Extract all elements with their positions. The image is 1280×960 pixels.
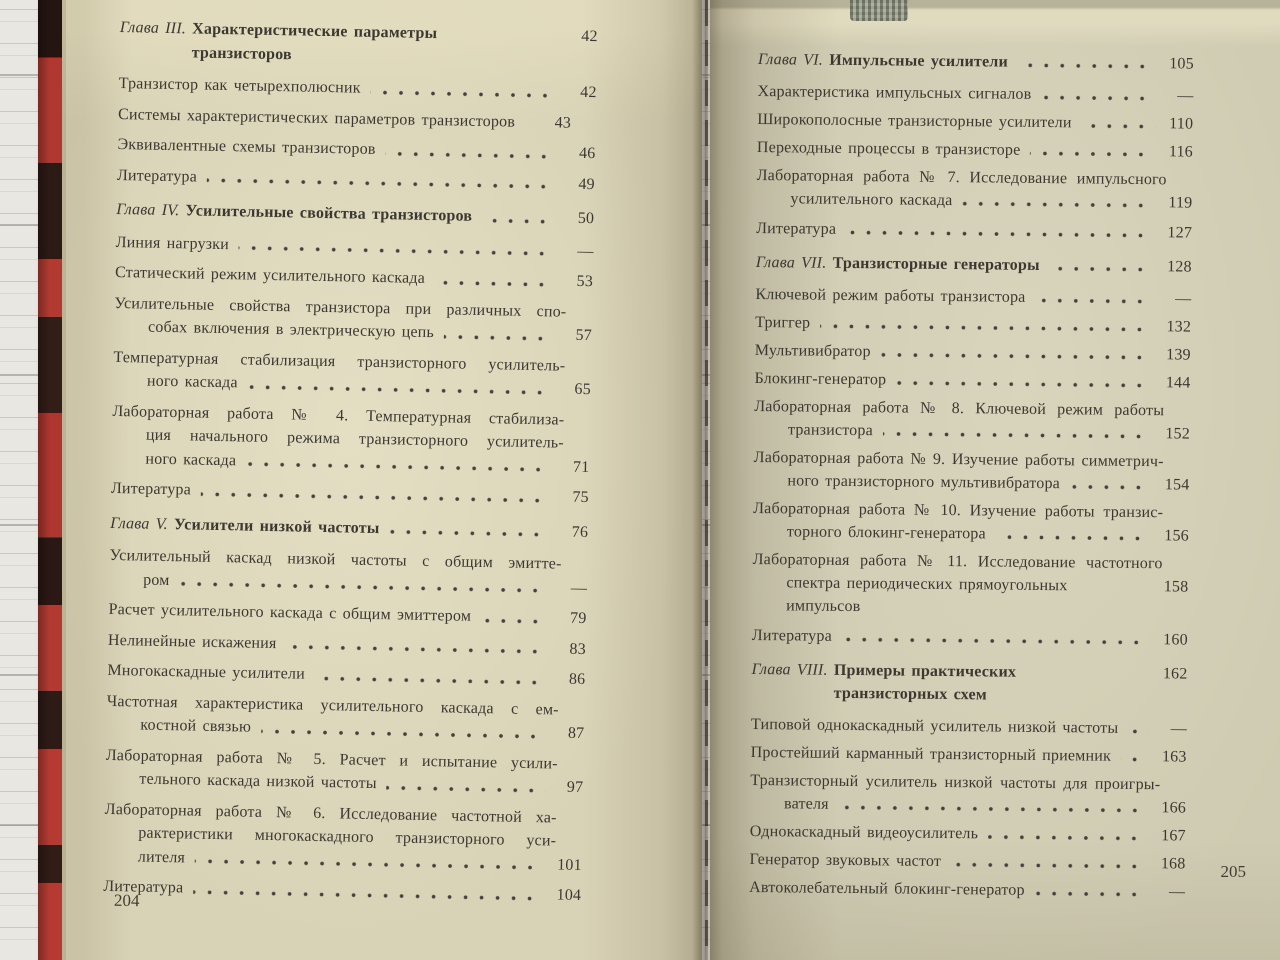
toc-entry: [108, 598, 586, 631]
dot-leader: [1082, 123, 1156, 130]
chapter-prefix: Глава VIII.: [751, 660, 834, 679]
toc-line: [754, 367, 1190, 395]
toc-entry: [111, 477, 589, 510]
toc-line: [753, 520, 1189, 548]
entry-text: Переходные процессы в транзисторе: [756, 138, 1021, 159]
toc-entry: [749, 876, 1185, 904]
dot-leader: [988, 834, 1148, 842]
page-ref: 162: [1162, 665, 1188, 683]
toc-line: рактеристики многокаскадного транзисторного уси-: [138, 824, 557, 850]
toc-entry: [756, 251, 1192, 279]
toc-entry: [750, 769, 1186, 820]
toc-line: [119, 16, 598, 72]
toc-entry: [107, 659, 585, 692]
toc-entry: [115, 261, 593, 294]
entry-text: Эквивалентные схемы транзисторов: [117, 135, 376, 158]
toc-line: [751, 741, 1187, 769]
toc-entry: [113, 345, 592, 401]
entry-text: спектра периодических прямоугольных импульсов: [786, 574, 1068, 616]
dot-leader: [839, 805, 1148, 814]
toc-entry: [119, 16, 598, 72]
toc-line: Лабораторная работа № 7. Исследование импульсного: [756, 166, 1167, 189]
dot-leader: [842, 637, 1150, 646]
toc-entry: [105, 743, 584, 799]
toc-line: [117, 133, 595, 166]
toc-line: [756, 217, 1192, 245]
page-ref: —: [1168, 883, 1186, 901]
toc-line: [751, 713, 1187, 741]
page-ref: 116: [1168, 143, 1194, 161]
toc-line: [757, 108, 1193, 136]
toc-entry: [750, 820, 1186, 848]
entry-text: Типовой однокаскадный усилитель низкой частоты: [750, 715, 1119, 737]
toc-line: Усилительные свойства транзистора при различных спо-: [114, 294, 567, 321]
toc-entry: [111, 399, 590, 479]
page-ref: 127: [1167, 224, 1193, 242]
page-ref: —: [1170, 720, 1187, 738]
toc-entry: [109, 544, 588, 600]
dot-leader: [883, 431, 1152, 440]
entry-text: Ключевой режим работы транзистора: [755, 285, 1026, 306]
toc-line: [752, 571, 1188, 622]
entry-text: Литература: [110, 479, 192, 499]
entry-text: Транзистор как четырехполюсник: [118, 74, 361, 97]
dot-leader: [435, 280, 555, 288]
toc-line: Транзисторный усилитель низкой частоты для проигры-: [750, 771, 1161, 794]
page-ref: 53: [576, 272, 594, 291]
entry-text: торного блокинг-генератора: [786, 523, 986, 543]
page-ref: 119: [1168, 194, 1193, 212]
chapter-title: Импульсные усилители: [829, 51, 1009, 71]
toc-line: Усилительный каскад низкой частоты с общим эмитте-: [109, 546, 562, 573]
chapter-title: Усилительные свойства транзисторов: [185, 202, 473, 225]
entry-text: Мультивибратор: [754, 341, 871, 361]
chapter-title: Примеры практических транзисторных схем: [833, 661, 1017, 704]
toc-line: [749, 848, 1185, 876]
toc-entry: [754, 367, 1190, 395]
entry-text: Линия нагрузки: [115, 233, 230, 253]
toc-line: [118, 72, 596, 105]
toc-line: [756, 187, 1192, 215]
dot-leader: [179, 581, 549, 594]
toc-line: [751, 658, 1187, 709]
entry-text: костной связью: [140, 716, 252, 736]
dot-leader: [385, 151, 557, 160]
page-ref: 160: [1163, 631, 1188, 649]
toc-line: Лабораторная работа № 11. Исследование частотного: [752, 550, 1163, 573]
entry-text: усилительного каскада: [790, 190, 953, 210]
toc-line: [758, 48, 1194, 76]
toc-entry: [117, 133, 595, 166]
toc-entry: [108, 628, 586, 661]
chapter-prefix: Глава VII.: [755, 253, 833, 272]
entry-text: тельного каскада низкой частоты: [139, 770, 377, 793]
toc-line: [111, 477, 589, 510]
dot-leader: [820, 324, 1153, 333]
toc-line: [753, 469, 1189, 497]
entry-text: ром: [143, 571, 170, 589]
page-ref: —: [577, 242, 594, 260]
page-ref: 152: [1165, 425, 1191, 443]
page-ref: 144: [1165, 374, 1191, 392]
dot-leader: [1018, 63, 1156, 70]
page-ref: 154: [1164, 476, 1190, 494]
chapter-prefix: Глава V.: [110, 514, 175, 533]
dot-leader: [1128, 729, 1149, 735]
toc-line: [115, 230, 593, 263]
toc-entry: [751, 658, 1187, 709]
page-ref: —: [1175, 290, 1192, 308]
toc-line: Лабораторная работа № 4. Температурная стабилиза-: [112, 402, 565, 429]
dot-leader: [1035, 891, 1148, 898]
page-ref: 158: [1163, 578, 1189, 596]
toc-right-column: [749, 48, 1194, 909]
page-ref: 83: [569, 640, 587, 658]
page-ref: 168: [1160, 855, 1186, 873]
left-page: [62, 0, 702, 960]
page-ref: 43: [554, 113, 572, 132]
page-ref: 167: [1161, 827, 1186, 845]
toc-line: [118, 102, 596, 135]
toc-entry: [755, 283, 1191, 311]
chapter-prefix: Глава III.: [119, 18, 193, 38]
page-ref: 79: [569, 609, 587, 628]
dot-leader: [387, 785, 546, 794]
toc-line: Лабораторная работа № 8. Ключевой режим работы: [754, 397, 1165, 420]
entry-text: Многокаскадные усилители: [107, 661, 306, 683]
page-number-left: 204: [113, 890, 140, 911]
entry-text: Характеристика импульсных сигналов: [757, 82, 1032, 103]
page-ref: 49: [578, 175, 596, 193]
page-ref: 163: [1161, 748, 1187, 766]
dot-leader: [1030, 151, 1155, 158]
page-ref: 97: [566, 778, 584, 797]
dot-leader: [896, 380, 1152, 389]
dot-leader: [1144, 610, 1150, 616]
toc-left-column: [103, 16, 598, 915]
toc-entry: [757, 108, 1193, 136]
page-ref: 42: [580, 83, 597, 102]
toc-entry: [104, 797, 583, 877]
dot-leader: [525, 123, 533, 129]
entry-text: Статический режим усилительного каскада: [114, 263, 426, 287]
toc-line: Лабораторная работа № 5. Расчет и испытание усили-: [105, 746, 558, 773]
toc-entry: [110, 511, 588, 544]
toc-line: [108, 628, 586, 661]
page-number-right: 205: [1220, 862, 1246, 881]
entry-text: Литература: [751, 626, 833, 645]
toc-entry: [118, 72, 596, 105]
entry-text: вателя: [783, 795, 829, 813]
page-ref: —: [570, 579, 588, 597]
entry-text: Блокинг-генератор: [754, 369, 887, 389]
dot-leader: [193, 889, 543, 902]
toc-line: Лабораторная работа № 10. Изучение работы транзис-: [753, 499, 1164, 522]
entry-text: лителя: [137, 847, 186, 866]
toc-entry: [751, 741, 1187, 769]
dot-leader: [286, 644, 547, 655]
toc-line: [108, 598, 586, 631]
dot-leader: [1070, 484, 1152, 491]
page-ref: 71: [572, 458, 590, 476]
toc-entry: [749, 848, 1185, 876]
chapter-title: Усилители низкой частоты: [173, 515, 380, 537]
dot-leader: [881, 352, 1153, 361]
page-ref: 57: [575, 326, 593, 345]
toc-line: [757, 80, 1193, 108]
dot-leader: [371, 89, 559, 99]
page-ref: 156: [1164, 527, 1190, 545]
dot-leader: [315, 675, 548, 685]
chapter-title: Транзисторные генераторы: [832, 254, 1040, 274]
toc-line: [756, 251, 1192, 279]
toc-line: [750, 792, 1186, 820]
page-ref: 110: [1169, 115, 1194, 133]
toc-line: [117, 163, 595, 196]
toc-line: Частотная характеристика усилительного каскада с ем-: [106, 692, 559, 719]
toc-entry: [753, 497, 1189, 548]
page-ref: 105: [1169, 55, 1194, 73]
entry-text: Генератор звуковых частот: [749, 850, 942, 870]
toc-line: [116, 198, 594, 231]
toc-line: [103, 875, 581, 908]
toc-entry: [753, 446, 1189, 497]
dot-leader: [261, 728, 546, 739]
toc-line: [115, 261, 593, 294]
page-ref: 87: [567, 724, 585, 743]
dot-leader: [551, 60, 559, 66]
dot-leader: [195, 859, 544, 872]
entry-text: Широкополосные транзисторные усилители: [757, 110, 1072, 132]
toc-entry: [756, 217, 1192, 245]
entry-text: Однокаскадный видеоусилитель: [749, 822, 979, 843]
toc-entry: [758, 48, 1194, 76]
toc-entry: [752, 624, 1188, 652]
page-ref: 46: [578, 144, 596, 163]
page-ref: 42: [581, 27, 598, 46]
book-cover-edge: [38, 0, 64, 960]
toc-entry: [757, 136, 1193, 164]
chapter-prefix: Глава VI.: [757, 50, 830, 69]
page-ref: 101: [557, 856, 582, 874]
entry-text: Автоколебательный блокинг-генератор: [749, 878, 1025, 899]
entry-text: Литература: [116, 166, 198, 186]
toc-line: [757, 136, 1193, 164]
toc-entry: [755, 339, 1191, 367]
dot-leader: [239, 245, 556, 257]
toc-entry: [117, 163, 595, 196]
dot-leader: [951, 862, 1147, 870]
dot-leader: [962, 201, 1154, 209]
toc-entry: [114, 291, 593, 347]
dot-leader: [201, 491, 551, 504]
toc-entry: [103, 875, 581, 908]
toc-line: [754, 418, 1190, 446]
toc-entry: [755, 311, 1191, 339]
page-ref: 65: [574, 380, 592, 399]
entry-text: Литература: [103, 877, 184, 897]
dot-leader: [482, 217, 556, 224]
chapter-prefix: Глава IV.: [116, 200, 186, 220]
toc-entry: [751, 713, 1187, 741]
toc-entry: [116, 198, 594, 231]
entry-text: Системы характеристических параметров транзисторов: [117, 105, 516, 131]
toc-entry: [118, 102, 596, 135]
entry-text: Расчет усилительного каскада с общим эмиттером: [108, 600, 472, 625]
dot-leader: [1041, 95, 1155, 102]
dot-leader: [246, 462, 551, 474]
dot-leader: [389, 529, 550, 538]
dot-leader: [1141, 697, 1149, 703]
entry-text: транзистора: [787, 421, 874, 440]
toc-line: [755, 283, 1191, 311]
dot-leader: [481, 618, 548, 625]
entry-text: ного каскада: [145, 450, 237, 469]
toc-line: Лабораторная работа № 6. Исследование частотной ха-: [104, 800, 557, 827]
page-ref: 104: [556, 886, 582, 905]
toc-entry: [752, 548, 1189, 622]
toc-entry: [757, 80, 1193, 108]
entry-text: ного транзисторного мультивибратора: [787, 472, 1061, 493]
right-page: [710, 0, 1280, 960]
dot-leader: [1035, 298, 1153, 305]
page-ref: 139: [1166, 346, 1191, 364]
dot-leader: [248, 384, 553, 396]
dot-leader: [1050, 266, 1154, 273]
page-ref: 50: [577, 209, 595, 228]
page-ref: 132: [1166, 318, 1192, 336]
toc-line: [749, 876, 1185, 904]
spine-headband: [850, 0, 908, 21]
page-ref: 86: [568, 670, 586, 689]
entry-text: собах включения в электрическую цепь: [147, 318, 435, 342]
dot-leader: [996, 535, 1151, 543]
page-ref: 128: [1167, 258, 1192, 276]
toc-line: ция начального режима транзисторного усилитель-: [145, 426, 565, 452]
toc-line: Лабораторная работа № 9. Изучение работы симметрич-: [753, 448, 1164, 471]
toc-line: [110, 511, 588, 544]
toc-entry: [754, 395, 1190, 446]
page-ref: —: [1177, 87, 1194, 105]
toc-entry: [115, 230, 593, 263]
dot-leader: [207, 178, 557, 191]
dot-leader: [846, 230, 1154, 239]
entry-text: Триггер: [755, 313, 811, 332]
page-ref: 166: [1161, 799, 1187, 817]
dot-leader: [1121, 757, 1149, 763]
toc-entry: [756, 164, 1192, 215]
toc-line: [752, 624, 1188, 652]
entry-text: ного каскада: [146, 372, 238, 392]
page-ref: 76: [571, 523, 589, 541]
entry-text: Литература: [756, 219, 837, 238]
dot-leader: [444, 334, 554, 342]
entry-text: Простейший карманный транзисторный приемник: [750, 743, 1112, 765]
toc-line: [755, 311, 1191, 339]
toc-line: [755, 339, 1191, 367]
toc-entry: [106, 689, 585, 745]
chapter-title: Характеристические параметры транзисторов: [191, 20, 438, 63]
entry-text: Нелинейные искажения: [107, 631, 277, 652]
toc-line: Температурная стабилизация транзисторного усилитель-: [113, 348, 566, 375]
page-ref: 75: [572, 488, 590, 507]
toc-line: [750, 820, 1186, 848]
toc-line: [107, 659, 585, 692]
